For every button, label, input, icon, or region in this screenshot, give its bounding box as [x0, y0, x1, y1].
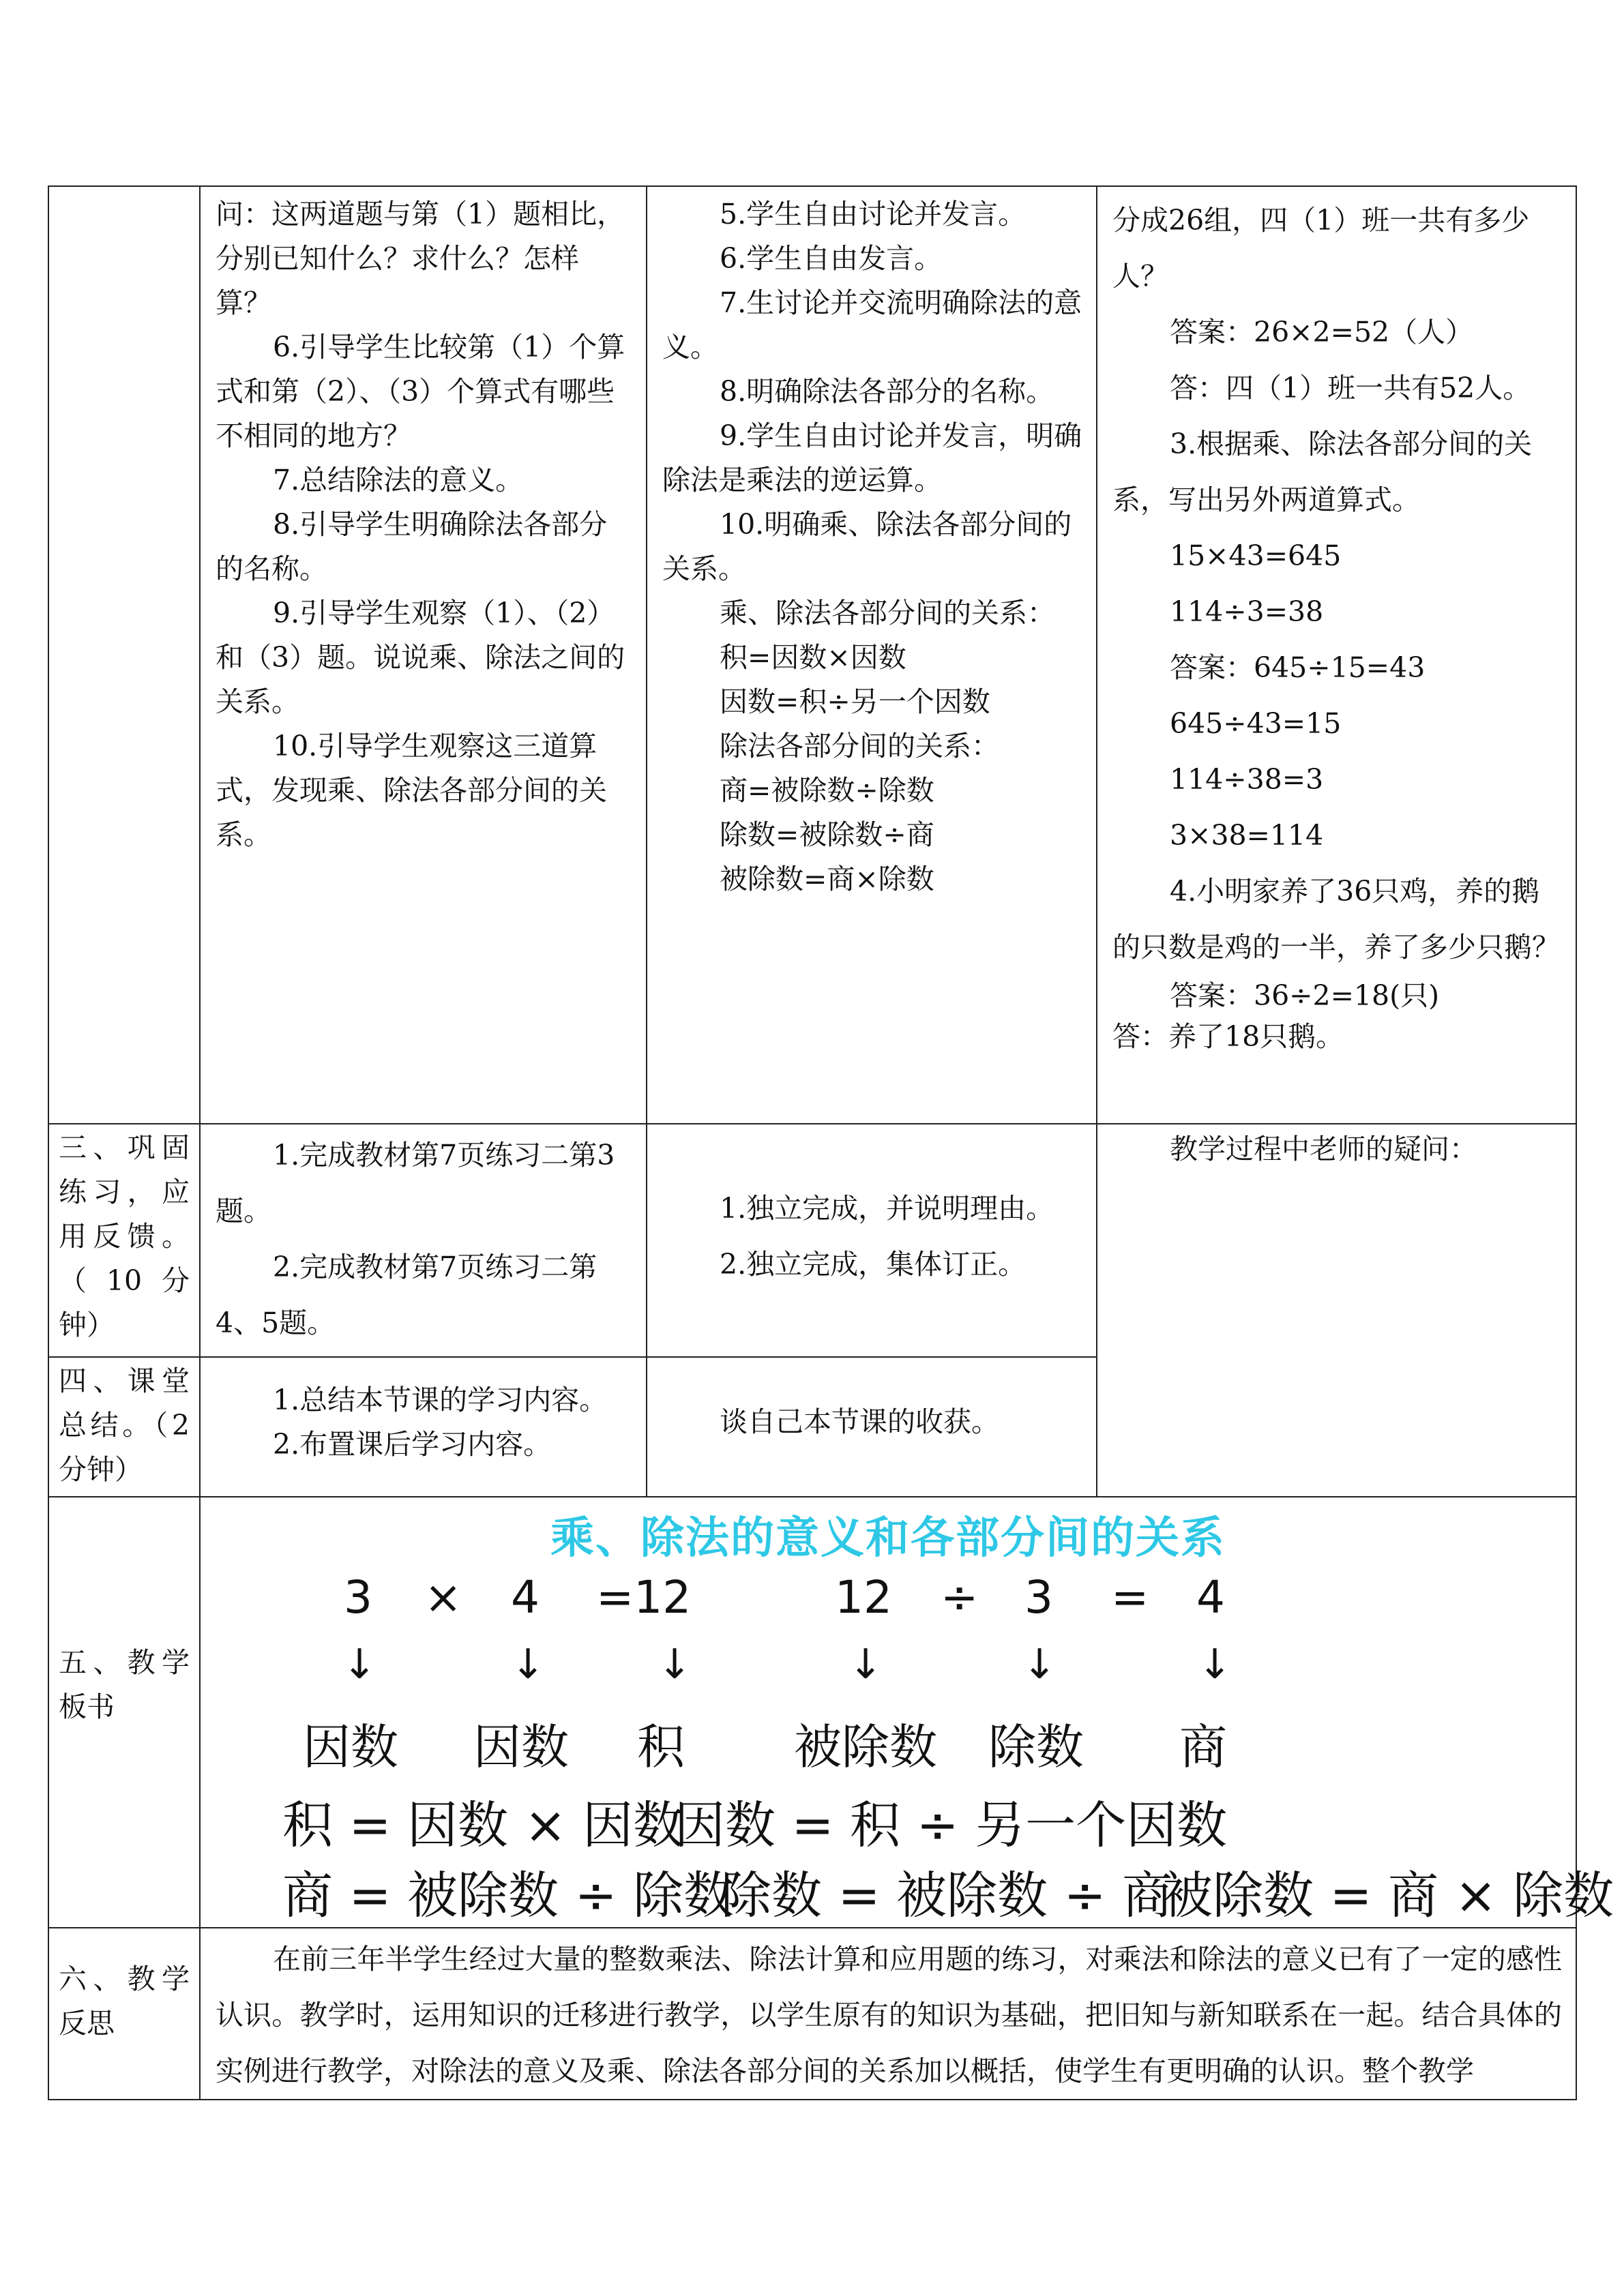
board-row — [48, 1497, 1576, 1928]
down-arrow-icon: ↓ — [1198, 1641, 1232, 1688]
answer-text: 答案：645÷15=43 — [1170, 651, 1426, 684]
practice-row — [48, 1124, 1576, 1357]
stage-label: 四、课堂总结。（2分钟） — [59, 1365, 190, 1486]
lesson-plan-table — [48, 185, 1614, 2100]
teacher-step: 6.引导学生比较第（1）个算式和第（2）、（3）个算式有哪些不相同的地方？ — [216, 331, 625, 452]
reflect-cell — [200, 1928, 1576, 2100]
equation-text: 645÷43=15 — [1170, 707, 1342, 740]
down-arrow-icon: ↓ — [1022, 1641, 1057, 1688]
stage-label: 六、教学反思 — [59, 1963, 190, 2040]
student-step: 5.学生自由讨论并发言。 — [720, 198, 1027, 230]
eq1-times: × — [424, 1571, 462, 1624]
relation-formula: 因数=积÷另一个因数 — [720, 685, 990, 718]
formula-divisor: 除数 = 被除数 ÷ 商 — [721, 1866, 1173, 1925]
teacher-note-cell — [1097, 1124, 1576, 1497]
student-step: 8.明确除法各部分的名称。 — [720, 375, 1054, 408]
summary-stage-cell — [48, 1357, 200, 1497]
teacher-note: 教学过程中老师的疑问： — [1170, 1133, 1477, 1165]
relation-formula: 积=因数×因数 — [720, 641, 906, 674]
reflect-stage-cell — [48, 1928, 200, 2100]
student-step: 7.生讨论并交流明确除法的意义。 — [662, 286, 1082, 363]
eq1-operand-a: 3 — [344, 1571, 372, 1624]
label-factor: 因数 — [303, 1719, 398, 1775]
teacher-step: 2.布置课后学习内容。 — [273, 1428, 552, 1461]
answer-text: 答案：36÷2=18(只) — [1170, 979, 1440, 1012]
eq1-result: =12 — [596, 1571, 692, 1624]
reflect-text: 在前三年半学生经过大量的整数乘法、除法计算和应用题的练习，对乘法和除法的意义已有了一定的感性认识。教学时，运用知识的迁移进行教学，以学生原有的知识为基础，把旧知与新知联系在一起。结合具体的实例进行教学，对除法的意义及乘、除法各部分间的关系加以概括，使学生有更明确的认识。整个教学 — [216, 1943, 1562, 2087]
label-quotient: 商 — [1179, 1719, 1227, 1775]
teacher-step: 问：这两道题与第（1）题相比，分别已知什么？求什么？怎样算？ — [216, 198, 625, 319]
student-step: 6.学生自由发言。 — [720, 242, 943, 275]
eq1-operand-b: 4 — [511, 1571, 540, 1624]
student-step: 谈自己本节课的收获。 — [720, 1405, 999, 1438]
practice-teacher-cell — [200, 1124, 647, 1357]
label-dividend: 被除数 — [794, 1719, 937, 1775]
reflect-row — [48, 1928, 1576, 2100]
eq2-equals: = — [1111, 1571, 1149, 1624]
eq2-divisor: 3 — [1024, 1571, 1053, 1624]
down-arrow-icon: ↓ — [342, 1641, 377, 1688]
label-product: 积 — [637, 1719, 685, 1775]
formula-quotient: 商 = 被除数 ÷ 除数 — [282, 1866, 735, 1925]
summary-teacher-cell — [200, 1357, 647, 1497]
answer-text: 答案：26×2=52（人） — [1170, 316, 1474, 348]
teacher-step: 10.引导学生观察这三道算式，发现乘、除法各部分间的关系。 — [216, 730, 607, 851]
stage-cell-empty — [48, 186, 200, 1124]
equation-text: 114÷38=3 — [1170, 763, 1324, 796]
board-cell — [200, 1497, 1614, 1928]
practice-stage-cell — [48, 1124, 200, 1357]
relation-formula: 除数=被除数÷商 — [720, 818, 934, 851]
student-activity-cell — [647, 186, 1097, 1124]
blackboard — [201, 1497, 1614, 1926]
relation-heading: 乘、除法各部分间的关系： — [720, 597, 1055, 629]
label-divisor: 除数 — [988, 1719, 1084, 1775]
equation-text: 15×43=645 — [1170, 539, 1342, 572]
eq2-dividend: 12 — [835, 1571, 892, 1624]
teacher-step: 2.完成教材第7页练习二第4、5题。 — [216, 1251, 597, 1339]
teacher-step: 7.总结除法的意义。 — [273, 464, 524, 496]
student-step: 10.明确乘、除法各部分间的关系。 — [662, 508, 1072, 585]
answer-text: 答：四（1）班一共有52人。 — [1170, 372, 1531, 404]
down-arrow-icon: ↓ — [658, 1641, 692, 1688]
eq2-divide: ÷ — [941, 1571, 979, 1624]
formula-dividend: 被除数 = 商 × 除数 — [1162, 1866, 1614, 1925]
formula-factor: 因数 = 积 ÷ 另一个因数 — [675, 1796, 1228, 1855]
relation-heading: 除法各部分间的关系： — [720, 730, 999, 762]
down-arrow-icon: ↓ — [511, 1641, 546, 1688]
practice-student-cell — [647, 1124, 1097, 1357]
relation-formula: 被除数=商×除数 — [720, 863, 934, 895]
down-arrow-icon: ↓ — [848, 1641, 883, 1688]
equation-text: 3×38=114 — [1170, 819, 1324, 852]
board-stage-cell — [48, 1497, 200, 1928]
student-step: 2.独立完成，集体订正。 — [720, 1248, 1027, 1281]
teacher-step: 8.引导学生明确除法各部分的名称。 — [216, 508, 608, 585]
student-step: 1.独立完成，并说明理由。 — [720, 1192, 1054, 1225]
formula-product: 积 = 因数 × 因数 — [282, 1796, 684, 1855]
board-title: 乘、除法的意义和各部分间的关系 — [550, 1513, 1226, 1564]
stage-label: 三、巩固练习，应用反馈。（10分钟） — [59, 1131, 190, 1341]
exercise-cell — [1097, 186, 1576, 1124]
summary-student-cell — [647, 1357, 1097, 1497]
student-step: 9.学生自由讨论并发言，明确除法是乘法的逆运算。 — [662, 419, 1082, 496]
eq2-quotient: 4 — [1196, 1571, 1225, 1624]
equation-text: 114÷3=38 — [1170, 595, 1324, 628]
teacher-step: 9.引导学生观察（1）、（2）和（3）题。说说乘、除法之间的关系。 — [216, 597, 625, 718]
stage-label: 五、教学板书 — [59, 1646, 190, 1723]
exercise-text: 3.根据乘、除法各部分间的关系，写出另外两道算式。 — [1112, 428, 1533, 516]
teacher-step: 1.完成教材第7页练习二第3题。 — [216, 1139, 615, 1227]
relation-formula: 商=被除数÷除数 — [720, 774, 934, 807]
teacher-step: 1.总结本节课的学习内容。 — [273, 1384, 608, 1416]
exercise-text: 分成26组，四（1）班一共有多少人？ — [1112, 204, 1530, 293]
answer-text: 答：养了18只鹅。 — [1112, 1020, 1344, 1053]
exercise-text: 4.小明家养了36只鸡，养的鹅的只数是鸡的一半，养了多少只鹅？ — [1112, 875, 1560, 964]
process-row — [48, 186, 1576, 1124]
teacher-activity-cell — [200, 186, 647, 1124]
label-factor: 因数 — [473, 1719, 569, 1775]
